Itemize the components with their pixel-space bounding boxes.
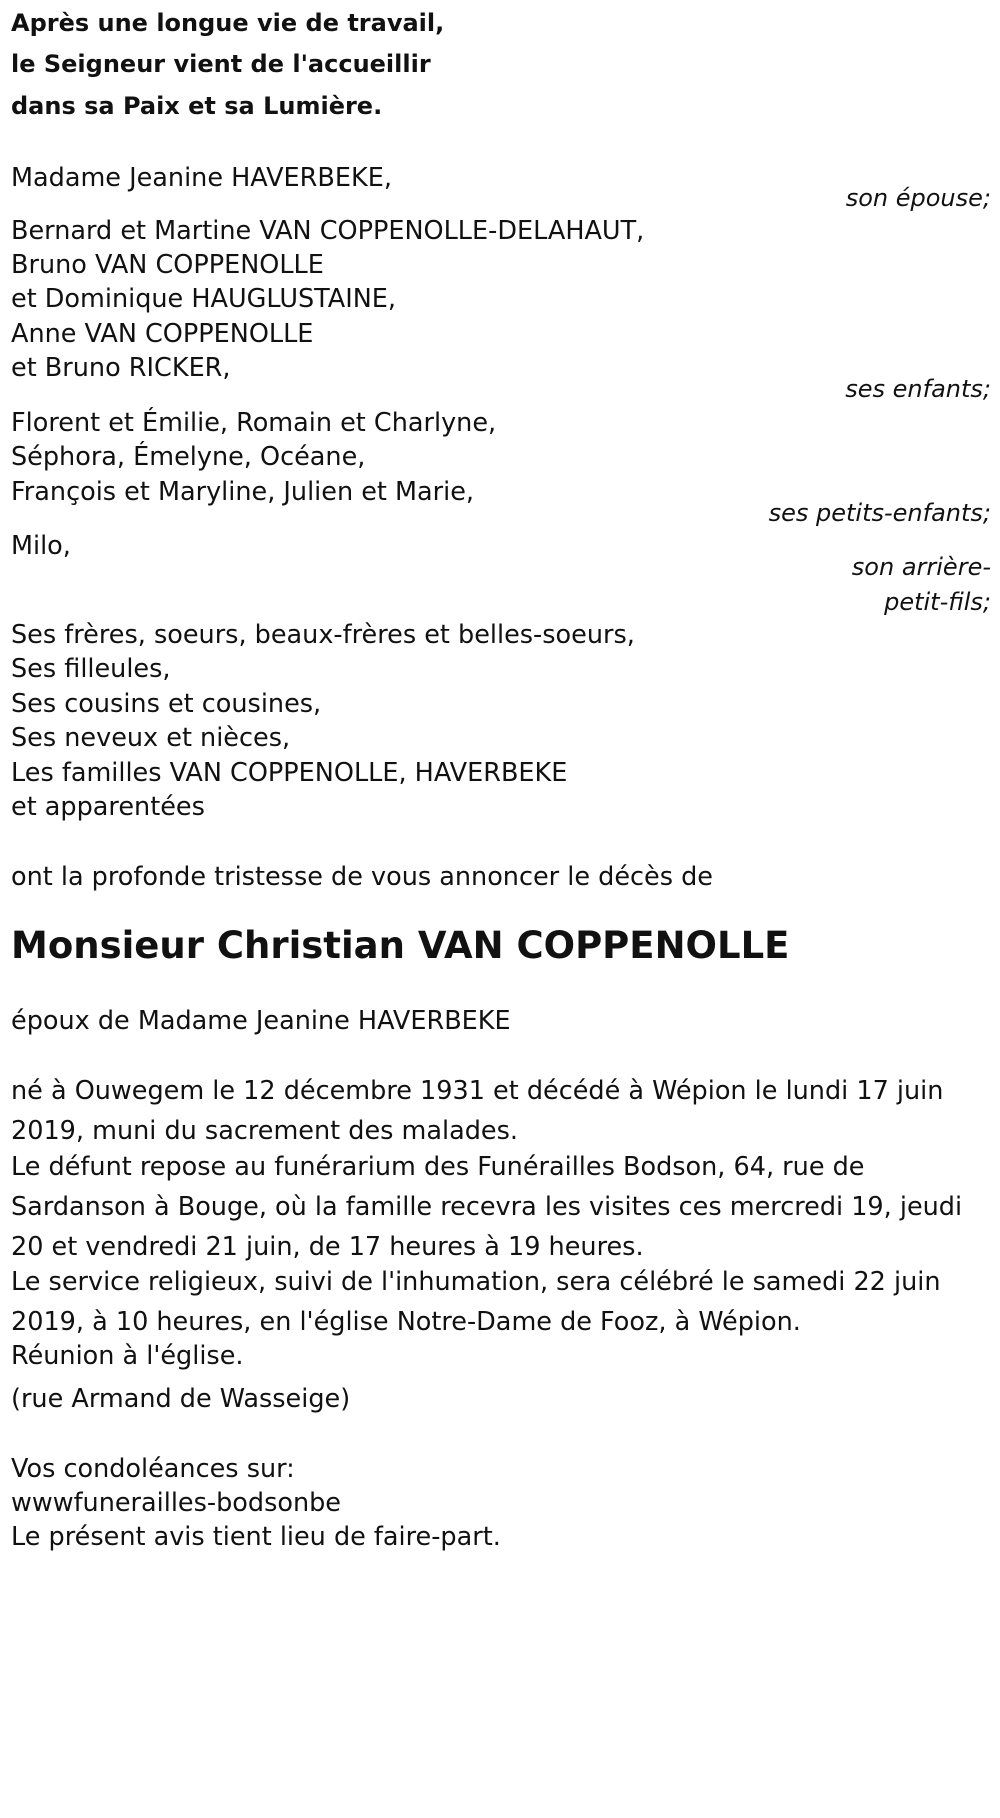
family-line-2: Ses filleules, — [11, 654, 171, 684]
birth-death-paragraph: né à Ouwegem le 12 décembre 1931 et décédé à Wépion le lundi 17 juin 2019, muni du sacrement des malades. — [11, 1076, 944, 1146]
deceased-name: Monsieur Christian VAN COPPENOLLE — [11, 924, 790, 967]
announcement-text: ont la profonde tristesse de vous annoncer le décès de — [11, 862, 713, 892]
street-text: (rue Armand de Wasseige) — [11, 1384, 351, 1414]
child-line-4: Anne VAN COPPENOLLE — [11, 319, 314, 349]
child-line-5: et Bruno RICKER, — [11, 353, 231, 383]
family-line-3: Ses cousins et cousines, — [11, 689, 322, 719]
service-paragraph: Le service religieux, suivi de l'inhumation, sera célébré le samedi 22 juin 2019, à 10 heures, en l'église Notre-Dame de Fooz, à Wépion. — [11, 1267, 941, 1337]
spouse-name: Madame Jeanine HAVERBEKE, — [11, 163, 392, 193]
condolences-website: wwwfunerailles-bodsonbe — [11, 1488, 341, 1518]
children-relation: ses enfants; — [845, 375, 991, 403]
notice-text: Le présent avis tient lieu de faire-part. — [11, 1522, 501, 1552]
intro-line-2: le Seigneur vient de l'accueillir — [11, 50, 431, 78]
grandchild-line-1: Florent et Émilie, Romain et Charlyne, — [11, 408, 497, 438]
child-line-1: Bernard et Martine VAN COPPENOLLE-DELAHAUT, — [11, 216, 645, 246]
child-line-3: et Dominique HAUGLUSTAINE, — [11, 284, 397, 314]
child-line-2: Bruno VAN COPPENOLLE — [11, 250, 324, 280]
intro-line-1: Après une longue vie de travail, — [11, 9, 445, 37]
family-line-6: et apparentées — [11, 792, 205, 822]
grandchild-line-3: François et Maryline, Julien et Marie, — [11, 477, 474, 507]
meeting-text: Réunion à l'église. — [11, 1341, 244, 1371]
intro-line-3: dans sa Paix et sa Lumière. — [11, 92, 383, 120]
grandchild-line-2: Séphora, Émelyne, Océane, — [11, 442, 366, 472]
family-line-4: Ses neveux et nièces, — [11, 723, 291, 753]
great-grandchild-relation-1: son arrière- — [851, 553, 991, 581]
spouse-relation: son épouse; — [845, 184, 991, 212]
visitation-paragraph: Le défunt repose au funérarium des Funérailles Bodson, 64, rue de Sardanson à Bouge, où la famille recevra les visites ces mercredi 19, jeudi 20 et vendredi 21 juin, de 17 heures à 19 heures. — [11, 1152, 963, 1262]
condolences-label: Vos condoléances sur: — [11, 1454, 295, 1484]
family-line-5: Les familles VAN COPPENOLLE, HAVERBEKE — [11, 758, 568, 788]
family-line-1: Ses frères, soeurs, beaux-frères et belles-soeurs, — [11, 620, 635, 650]
great-grandchild-relation-2: petit-fils; — [884, 588, 991, 616]
spouse-of-text: époux de Madame Jeanine HAVERBEKE — [11, 1006, 511, 1036]
great-grandchild-name: Milo, — [11, 531, 71, 561]
grandchildren-relation: ses petits-enfants; — [768, 499, 991, 527]
